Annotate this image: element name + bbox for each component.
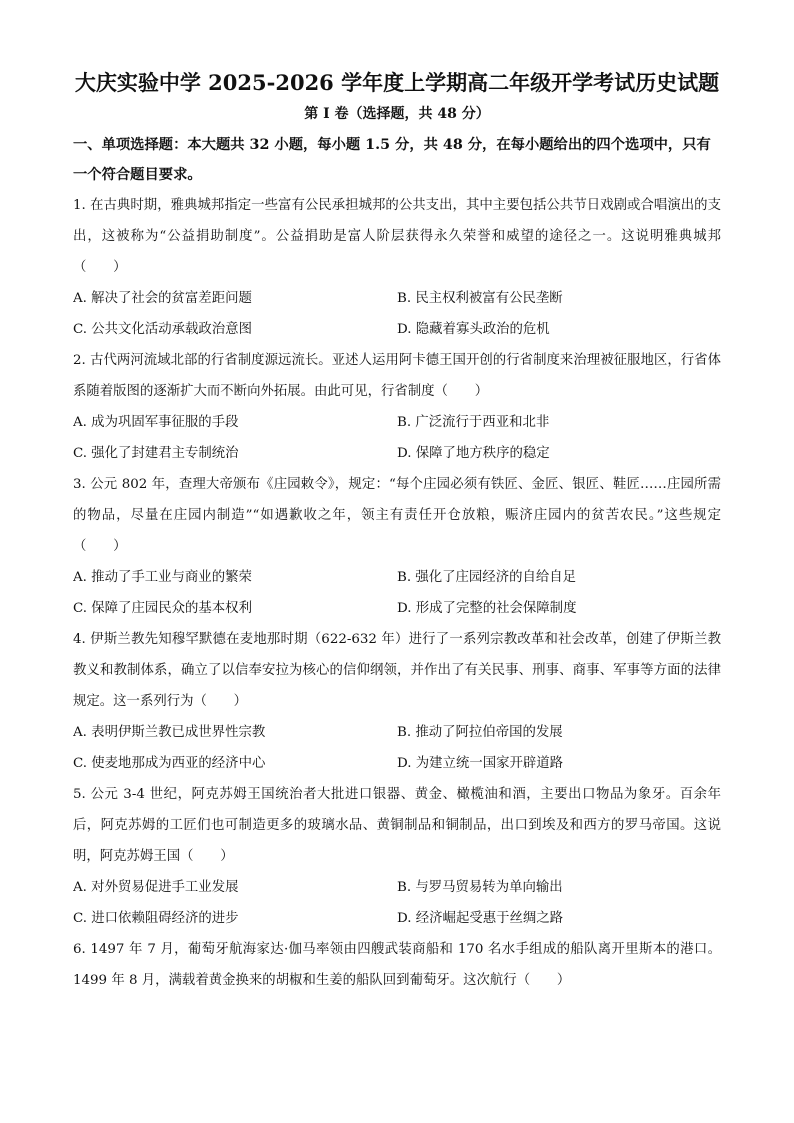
question-3 (73, 469, 721, 624)
option-list (73, 562, 721, 624)
option-list (73, 407, 721, 469)
option-list (73, 872, 721, 934)
option-c[interactable]: C. 进口依赖阻碍经济的进步 (73, 911, 239, 926)
question-1 (73, 190, 721, 345)
option-a[interactable]: A. 解决了社会的贫富差距问题 (73, 291, 252, 306)
option-a[interactable]: A. 推动了手工业与商业的繁荣 (73, 570, 252, 585)
option-b[interactable]: B. 强化了庄园经济的自给自足 (397, 570, 577, 585)
option-b[interactable]: B. 与罗马贸易转为单向输出 (397, 880, 563, 895)
option-c[interactable]: C. 公共文化活动承载政治意图 (73, 322, 252, 337)
option-d[interactable]: D. 隐藏着寡头政治的危机 (397, 322, 550, 337)
option-list (73, 283, 721, 345)
question-4 (73, 624, 721, 779)
option-c[interactable]: C. 强化了封建君主专制统治 (73, 446, 239, 461)
option-a[interactable]: A. 成为巩固军事征服的手段 (73, 415, 239, 430)
option-d[interactable]: D. 保障了地方秩序的稳定 (397, 446, 550, 461)
option-d[interactable]: D. 经济崛起受惠于丝绸之路 (397, 911, 564, 926)
question-stem: 3. 公元 802 年，查理大帝颁布《庄园敕令》，规定：“每个庄园必须有铁匠、金匠、银匠、鞋匠……庄园所需的物品，尽量在庄园内制造”“如遇歉收之年，领主有责任开仓放粮，赈济庄园内的贫苦农民。”这些规定（ ） (73, 477, 721, 554)
question-6 (73, 934, 721, 996)
option-d[interactable]: D. 为建立统一国家开辟道路 (397, 756, 564, 771)
question-5 (73, 779, 721, 934)
question-stem: 6. 1497 年 7 月，葡萄牙航海家达·伽马率领由四艘武装商船和 170 名水手组成的船队离开里斯本的港口。1499 年 8 月，满载着黄金换来的胡椒和生姜的船队回到葡萄牙。这次航行（ ） (73, 942, 721, 988)
option-a[interactable]: A. 表明伊斯兰教已成世界性宗教 (73, 725, 266, 740)
option-c[interactable]: C. 保障了庄园民众的基本权利 (73, 601, 252, 616)
option-b[interactable]: B. 广泛流行于西亚和北非 (397, 415, 550, 430)
option-d[interactable]: D. 形成了完整的社会保障制度 (397, 601, 577, 616)
question-stem: 1. 在古典时期，雅典城邦指定一些富有公民承担城邦的公共支出，其中主要包括公共节日戏剧或合唱演出的支出，这被称为“公益捐助制度”。公益捐助是富人阶层获得永久荣誉和威望的途径之一。这说明雅典城邦（ ） (73, 198, 721, 275)
question-stem: 4. 伊斯兰教先知穆罕默德在麦地那时期（622-632 年）进行了一系列宗教改革和社会改革，创建了伊斯兰教教义和教制体系，确立了以信奉安拉为核心的信仰纲领，并作出了有关民事、刑事、商事、军事等方面的法律规定。这一系列行为（ ） (73, 632, 721, 709)
option-a[interactable]: A. 对外贸易促进手工业发展 (73, 880, 239, 895)
question-stem: 2. 古代两河流域北部的行省制度源远流长。亚述人运用阿卡德王国开创的行省制度来治理被征服地区，行省体系随着版图的逐渐扩大而不断向外拓展。由此可见，行省制度（ ） (73, 353, 721, 399)
part-subtitle: 第 I 卷（选择题，共 48 分） (304, 106, 490, 122)
option-b[interactable]: B. 推动了阿拉伯帝国的发展 (397, 725, 563, 740)
question-2 (73, 345, 721, 469)
exam-title: 大庆实验中学 2025-2026 学年度上学期高二年级开学考试历史试题 (74, 70, 720, 95)
option-c[interactable]: C. 使麦地那成为西亚的经济中心 (73, 756, 266, 771)
option-b[interactable]: B. 民主权利被富有公民垄断 (397, 291, 563, 306)
section-heading: 一、单项选择题：本大题共 32 小题，每小题 1.5 分，共 48 分，在每小题给出的四个选项中，只有一个符合题目要求。 (73, 137, 711, 183)
option-list (73, 717, 721, 779)
question-stem: 5. 公元 3-4 世纪，阿克苏姆王国统治者大批进口银器、黄金、橄榄油和酒，主要出口物品为象牙。百余年后，阿克苏姆的工匠们也可制造更多的玻璃水品、黄铜制品和铜制品，出口到埃及和西方的罗马帝国。这说明，阿克苏姆王国（ ） (73, 787, 721, 864)
